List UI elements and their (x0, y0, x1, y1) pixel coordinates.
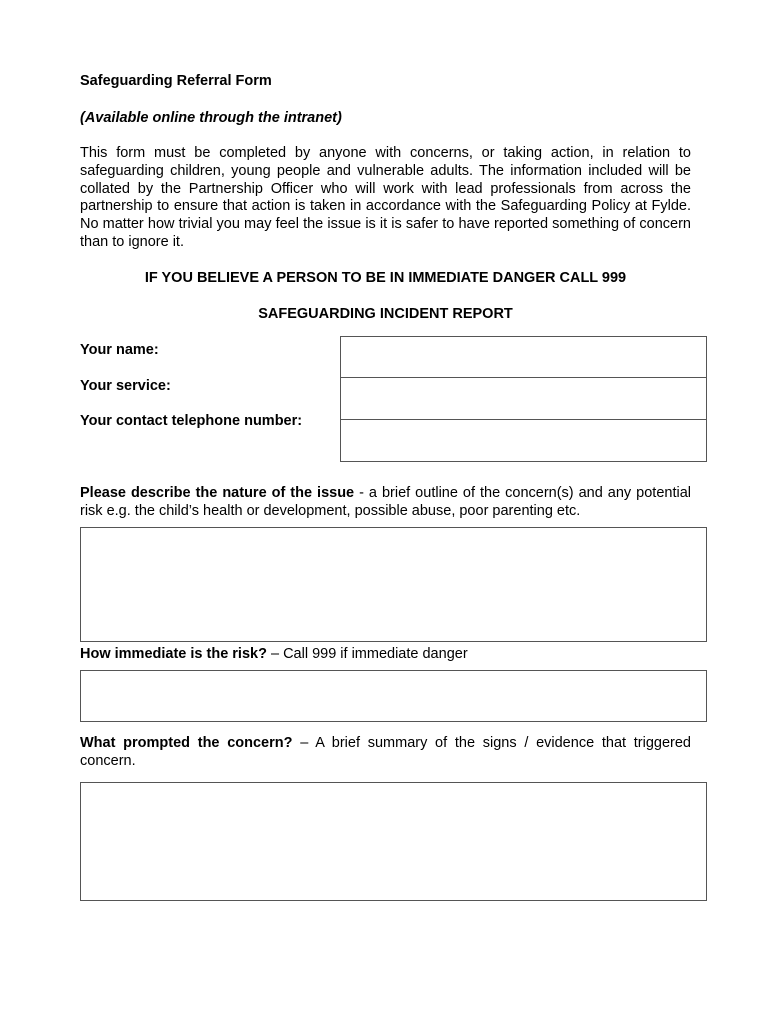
intro-paragraph: This form must be completed by anyone with concerns, or taking action, in relation to safeguarding children, young people and vulnerable adults. The information included will be collated by the Partnership Officer who will work with lead professionals from across the partnership to ensure that action is taken in accordance with the Safeguarding Policy at Fylde. No matter how trivial you may feel the issue is it is safer to have reported something of concern than to ignore it. (80, 145, 691, 250)
prompt-question (80, 735, 691, 771)
phone-field[interactable] (340, 420, 707, 462)
risk-field[interactable] (80, 670, 707, 722)
report-heading: SAFEGUARDING INCIDENT REPORT (258, 306, 513, 322)
form-subtitle: (Available online through the intranet) (80, 110, 342, 126)
risk-prompt (80, 646, 691, 664)
issue-description: - a brief outline of the concern(s) and any potential risk e.g. the child’s health or development, possible abuse, poor parenting etc. (80, 485, 691, 519)
service-label: Your service: (80, 378, 171, 394)
name-label: Your name: (80, 342, 159, 358)
prompt-label: What prompted the concern? (80, 735, 293, 751)
danger-notice: IF YOU BELIEVE A PERSON TO BE IN IMMEDIATE DANGER CALL 999 (144, 270, 627, 286)
risk-label: How immediate is the risk? (80, 646, 267, 662)
form-title: Safeguarding Referral Form (80, 73, 272, 89)
issue-field[interactable] (80, 527, 707, 642)
name-field[interactable] (340, 336, 707, 378)
service-field[interactable] (340, 378, 707, 420)
prompt-description: – A brief summary of the signs / evidence that triggered concern. (80, 735, 691, 769)
risk-description: – Call 999 if immediate danger (266, 646, 468, 662)
issue-label: Please describe the nature of the issue (80, 485, 355, 501)
prompt-field[interactable] (80, 782, 707, 901)
phone-label: Your contact telephone number: (80, 413, 303, 429)
issue-prompt (80, 485, 691, 521)
contact-fields (340, 336, 707, 462)
